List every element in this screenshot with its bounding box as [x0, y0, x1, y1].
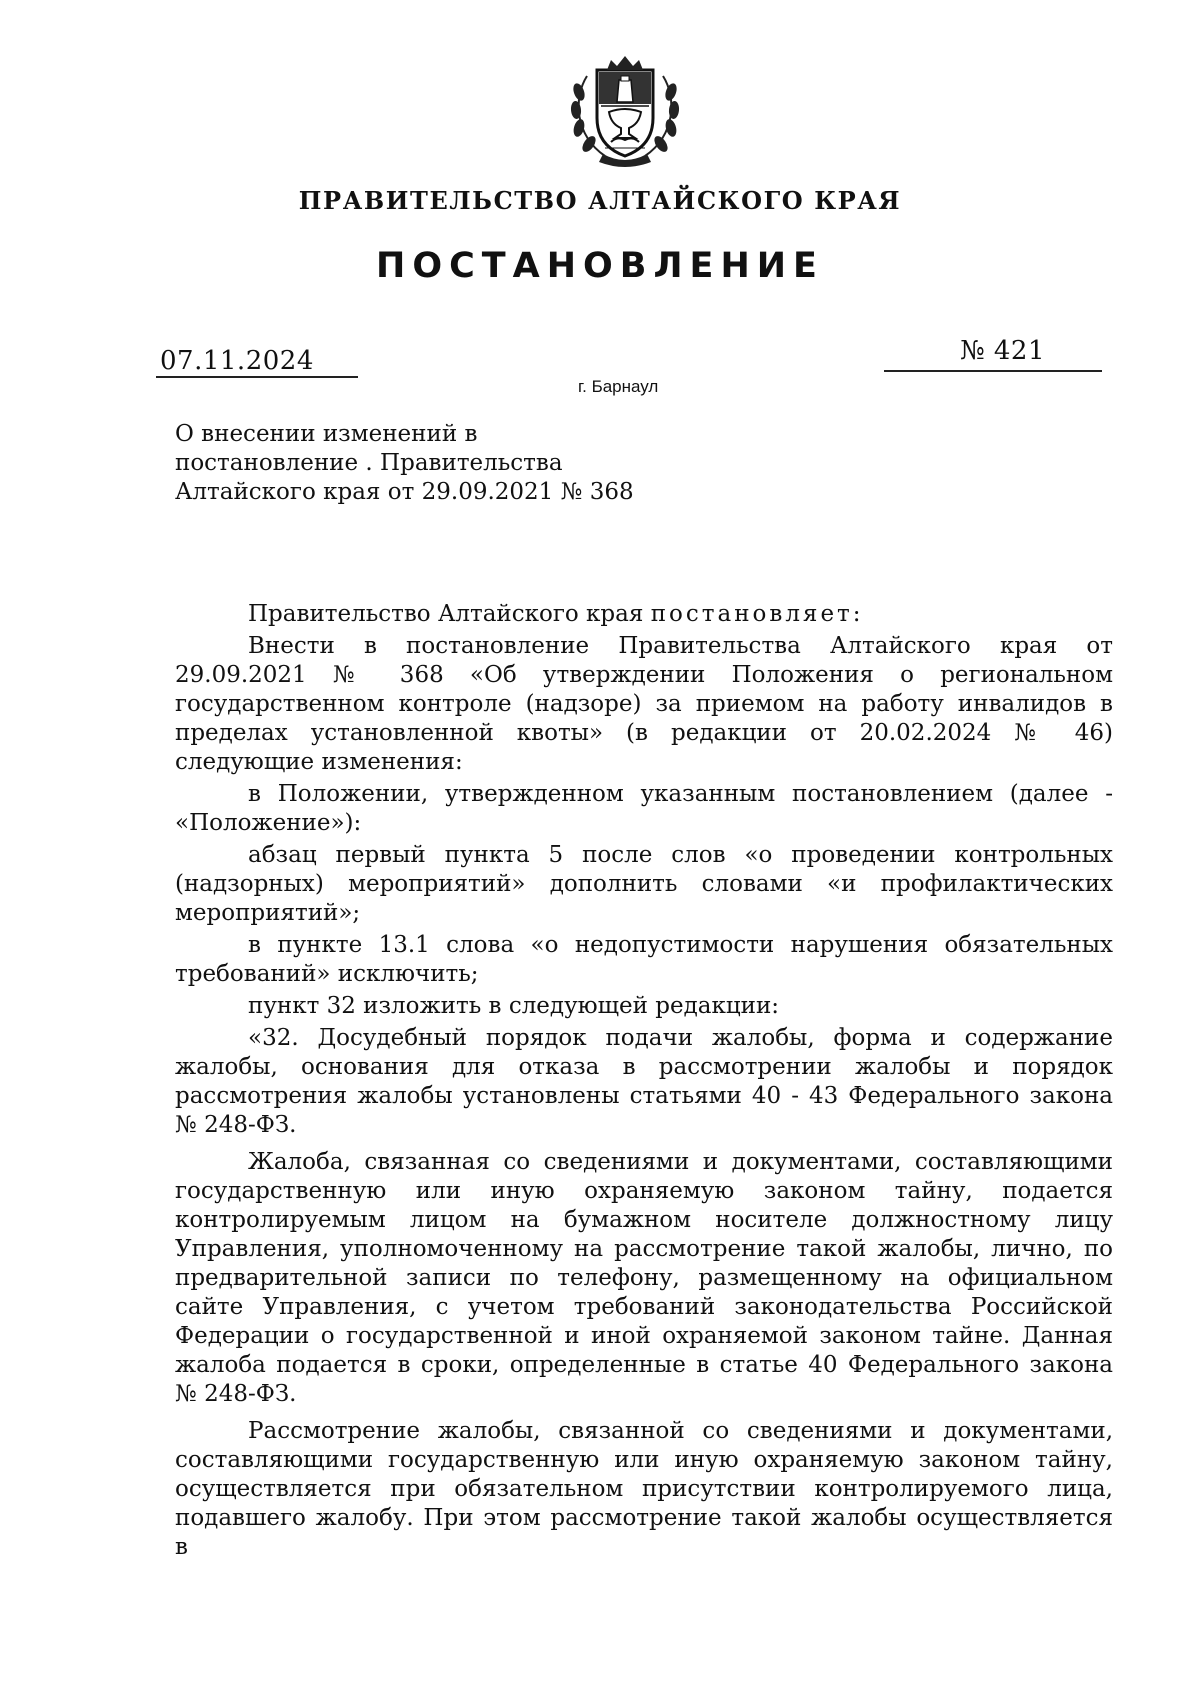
preamble-lead: Правительство Алтайского края — [248, 601, 651, 627]
city-label: г. Барнаул — [578, 377, 659, 396]
date-underline — [156, 376, 358, 378]
number-underline — [884, 370, 1102, 372]
body-paragraph: пункт 32 изложить в следующей редакции: — [248, 993, 780, 1019]
body-paragraph: Внести в постановление Правительства Алтайского края от 29.09.2021 № 368 «Об утверждении Положения о региональном государственном контроле (надзоре) за приемом на работу инвалидов в пределах установленной квоты» (в редакции от 20.02.2024 № 46) следующие изменения: — [175, 633, 1113, 775]
coat-of-arms-icon — [565, 48, 685, 170]
body-paragraph: абзац первый пункта 5 после слов «о проведении контрольных (надзорных) мероприятий» дополнить словами «и профилактических мероприятий»; — [175, 842, 1113, 926]
preamble-verb: постановляет — [650, 601, 853, 627]
preamble-colon: : — [852, 601, 861, 627]
subject-line: О внесении изменений в — [175, 421, 478, 447]
subject-line: постановление . Правительства — [175, 450, 563, 476]
subject-line: Алтайского края от 29.09.2021 № 368 — [175, 479, 634, 505]
government-name: ПРАВИТЕЛЬСТВО АЛТАЙСКОГО КРАЯ — [298, 186, 902, 215]
body-paragraph: Жалоба, связанная со сведениями и документами, составляющими государственную или иную охраняемую законом тайну, подается контролируемым лицом на бумажном носителе должностному лицу Управления, уполномоченному на рассмотрение такой жалобы, лично, по предварительной записи по телефону, размещенному на официальном сайте Управления, с учетом требований законодательства Российской Федерации о государственной и иной охраняемой законом тайне. Данная жалоба подается в сроки, определенные в статье 40 Федерального закона № 248-ФЗ. — [175, 1149, 1113, 1407]
document-subject — [175, 420, 635, 507]
document-type-title: ПОСТАНОВЛЕНИЕ — [376, 246, 824, 286]
body-paragraph: в Положении, утвержденном указанным постановлением (далее - «Положение»): — [175, 781, 1113, 836]
document-number: № 421 — [960, 336, 1045, 366]
document-date: 07.11.2024 — [160, 346, 314, 376]
body-paragraph: в пункте 13.1 слова «о недопустимости нарушения обязательных требований» исключить; — [175, 932, 1113, 987]
body-paragraph: Рассмотрение жалобы, связанной со сведениями и документами, составляющими государственную или иную охраняемую законом тайну, осуществляется при обязательном присутствии контролируемого лица, подавшего жалобу. При этом рассмотрение такой жалобы осуществляется в — [175, 1418, 1113, 1560]
preamble-paragraph — [175, 600, 1113, 629]
document-body — [175, 600, 1113, 1565]
body-paragraph: «32. Досудебный порядок подачи жалобы, форма и содержание жалобы, основания для отказа в рассмотрении жалобы и порядок рассмотрения жалобы установлены статьями 40 - 43 Федерального закона № 248-ФЗ. — [175, 1025, 1113, 1138]
